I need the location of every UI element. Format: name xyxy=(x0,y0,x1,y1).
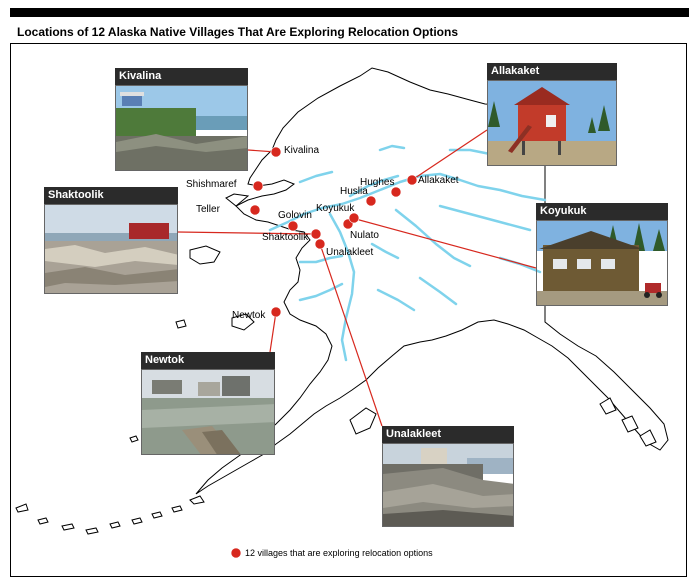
photo-unalakleet xyxy=(382,443,514,527)
marker-shaktoolik xyxy=(311,229,321,239)
aleutian-islands xyxy=(16,496,204,534)
village-label-koyukuk: Koyukuk xyxy=(316,203,355,214)
village-label-newtok: Newtok xyxy=(232,310,266,321)
photo-newtok xyxy=(141,369,275,455)
marker-allakaket xyxy=(407,175,417,185)
leader-line-newtok xyxy=(270,312,276,352)
village-label-golovin: Golovin xyxy=(278,210,312,221)
figure-title: Locations of 12 Alaska Native Villages That Are Exploring Relocation Options xyxy=(17,25,458,39)
photo-shaktoolik xyxy=(44,204,178,294)
village-label-hughes: Hughes xyxy=(360,177,395,188)
marker-teller xyxy=(250,205,260,215)
kodiak-island xyxy=(350,408,376,434)
village-label-shaktoolik: Shaktoolik xyxy=(262,232,309,243)
village-label-unalakleet: Unalakleet xyxy=(326,247,374,258)
marker-shishmaref xyxy=(253,181,263,191)
village-label-shishmaref: Shishmaref xyxy=(186,179,237,190)
village-label-teller: Teller xyxy=(196,204,220,215)
marker-newtok xyxy=(271,307,281,317)
marker-unalakleet xyxy=(315,239,325,249)
marker-kivalina xyxy=(271,147,281,157)
village-label-nulato: Nulato xyxy=(350,230,379,241)
photo-allakaket xyxy=(487,80,617,166)
photo-label-shaktoolik: Shaktoolik xyxy=(44,187,178,204)
photo-label-allakaket: Allakaket xyxy=(487,63,617,80)
photo-label-newtok: Newtok xyxy=(141,352,275,369)
legend-label: 12 villages that are exploring relocation options xyxy=(245,548,433,558)
photo-kivalina xyxy=(115,85,248,171)
village-label-huslia: Huslia xyxy=(340,186,368,197)
legend-marker xyxy=(231,548,241,558)
st-matthew-island xyxy=(176,320,186,328)
photo-label-unalakleet: Unalakleet xyxy=(382,426,514,443)
village-label-allakaket: Allakaket xyxy=(418,175,459,186)
photo-label-kivalina: Kivalina xyxy=(115,68,248,85)
st-lawrence-island xyxy=(190,246,220,264)
photo-koyukuk xyxy=(536,220,668,306)
marker-golovin xyxy=(288,221,298,231)
pribilof-islands xyxy=(130,436,138,442)
village-label-kivalina: Kivalina xyxy=(284,145,320,156)
photo-label-koyukuk: Koyukuk xyxy=(536,203,668,220)
